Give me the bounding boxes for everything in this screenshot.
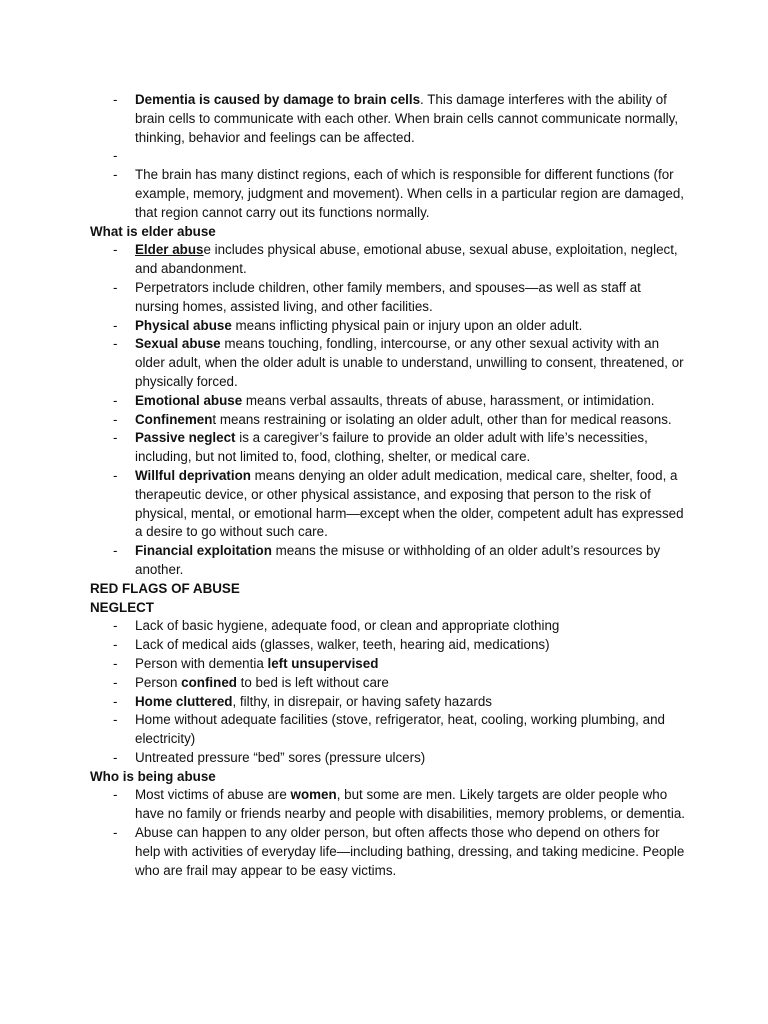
list-item (90, 674, 688, 693)
list-item (90, 241, 688, 279)
item-text: Lack of medical aids (glasses, walker, teeth, hearing aid, medications) (135, 637, 550, 653)
list-item (90, 335, 688, 391)
list-item (90, 91, 688, 147)
bold-term: Willful deprivation (135, 467, 251, 483)
list-item (90, 429, 688, 467)
bold-term: Dementia is caused by damage to brain cells (135, 92, 421, 107)
list-item (90, 711, 688, 749)
item-text: to bed is left without care (236, 674, 389, 690)
underlined-term: Elder abus (135, 242, 204, 258)
bold-term: Confinemen (135, 411, 213, 427)
item-text: . This damage interferes with the ability of brain cells to communicate with each other. When brain cells cannot communicate normally, thinking, behavior and feelings can be affected. (135, 92, 679, 145)
bold-term: Home cluttered (135, 693, 233, 709)
item-text-prefix: Person with dementia (135, 655, 268, 671)
neglect-list (90, 617, 688, 767)
list-item (90, 824, 688, 880)
bold-term: confined (181, 674, 237, 690)
bold-term: Sexual abuse (135, 336, 221, 352)
bold-term: left unsupervised (267, 655, 379, 671)
item-text-prefix: Person (135, 674, 182, 690)
list-item (90, 786, 688, 824)
item-text: means denying an older adult medication, medical care, shelter, food, a therapeutic device, or other physical assistance, and exposing that person to the risk of physical, mental, or emotional harm—except when the older, competent adult has expressed a desire to go without such care. (135, 467, 684, 540)
section-heading: NEGLECT (90, 599, 154, 615)
section-heading: What is elder abuse (90, 223, 216, 239)
item-text: means touching, fondling, intercourse, or any other sexual activity with an older adult, when the older adult is unable to understand, unwilling to consent, threatened, or physically forced. (135, 336, 684, 389)
bold-term (135, 242, 203, 257)
bold-term: Passive neglect (135, 430, 236, 446)
bold-term: Physical abuse (135, 317, 232, 333)
item-text: means the misuse or withholding of an older adult’s resources by another. (135, 543, 661, 577)
item-text: , filthy, in disrepair, or having safety hazards (232, 693, 492, 709)
list-item (90, 467, 688, 542)
list-item-empty (90, 147, 688, 166)
item-text: Home without adequate facilities (stove, refrigerator, heat, cooling, working plumbing, and electricity) (135, 712, 665, 747)
list-item (90, 542, 688, 580)
item-text: Perpetrators include children, other family members, and spouses—as well as staff at nursing homes, assisted living, and other facilities. (135, 279, 641, 314)
bold-term: Emotional abuse (135, 392, 243, 408)
elder-abuse-list (90, 241, 688, 579)
item-text: means verbal assaults, threats of abuse, harassment, or intimidation. (242, 392, 655, 408)
item-text: Lack of basic hygiene, adequate food, or clean and appropriate clothing (135, 618, 560, 634)
item-text: means inflicting physical pain or injury upon an older adult. (231, 317, 583, 333)
bold-term: women (290, 787, 337, 803)
bold-term: Financial exploitation (135, 543, 272, 559)
section-heading: Who is being abuse (90, 768, 216, 784)
who-list (90, 786, 688, 880)
list-item (90, 317, 688, 336)
list-item (90, 279, 688, 317)
list-item (90, 749, 688, 768)
list-item (90, 166, 688, 222)
red-flags-heading: RED FLAGS OF ABUSE (90, 580, 240, 596)
list-item (90, 636, 688, 655)
list-item (90, 617, 688, 636)
item-text: is a caregiver’s failure to provide an older adult with life’s necessities, including, but not limited to, food, clothing, shelter, or medical care. (135, 430, 648, 465)
list-item (90, 411, 688, 430)
list-item (90, 693, 688, 712)
item-text: t means restraining or isolating an older adult, other than for medical reasons. (212, 411, 672, 427)
intro-list (90, 91, 688, 223)
item-text: e includes physical abuse, emotional abuse, sexual abuse, exploitation, neglect, and abandonment. (135, 242, 678, 277)
item-text-prefix: Most victims of abuse are (135, 787, 291, 803)
item-text: The brain has many distinct regions, each of which is responsible for different functions (for example, memory, judgment and movement). When cells in a particular region are damaged, that region cannot carry out its functions normally. (135, 167, 685, 220)
list-item (90, 392, 688, 411)
item-text: , but some are men. Likely targets are older people who have no family or friends nearby and people with disabilities, memory problems, or dementia. (135, 787, 686, 822)
item-text: Untreated pressure “bed” sores (pressure ulcers) (135, 749, 426, 765)
item-text: Abuse can happen to any older person, but often affects those who depend on others for help with activities of everyday life—including bathing, dressing, and taking medicine. People who are frail may appear to be easy victims. (135, 825, 685, 878)
list-item (90, 655, 688, 674)
